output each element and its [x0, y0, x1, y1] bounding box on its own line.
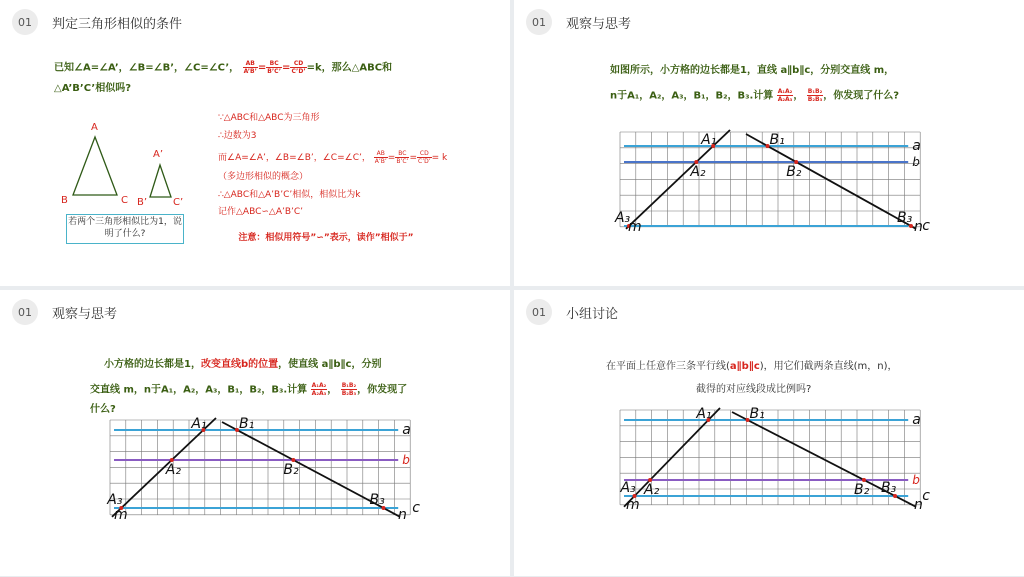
parallel-lines-figure	[100, 416, 420, 528]
panel-observe-think-1	[514, 0, 1024, 286]
label-A1: A₁	[701, 132, 717, 148]
label-C-prime: C’	[173, 197, 184, 208]
fraction-bc: $\frac{BC}{B’C’}$	[267, 60, 282, 75]
problem-text-end: ，你发现了什么?	[823, 90, 900, 102]
question-line-2: △A’B’C’相似吗?	[54, 83, 132, 94]
label-b: b	[912, 155, 920, 169]
panel-similar-triangle-conditions	[0, 0, 510, 286]
label-B3: B₃	[369, 492, 385, 508]
fraction-b: $\frac{\text{B₁B₂}}{\text{B₂B₃}}$	[807, 88, 823, 103]
problem-line-2: n于A₁，A₂，A₃，B₁，B₂，B₃.计算 $\frac{\text{A₁A₂}}{\text{A₂A₃}}$ ， $\frac{\text{B₁B₂}}{\text{B₂B₃}}$ ，你发现了什么?	[610, 88, 900, 103]
reason-line-4: （多边形相似的概念）	[218, 172, 309, 182]
triangle-a2b2c2	[150, 165, 171, 197]
label-A3: A₃	[107, 492, 123, 508]
panel-title: 观察与思考	[52, 306, 118, 322]
panel-title: 小组讨论	[566, 306, 619, 322]
reason-line-5: ∴△ABC和△A’B’C’相似，相似比为k	[218, 190, 361, 200]
reason-line-2: ∴边数为3	[218, 131, 257, 141]
label-A3: A₃	[620, 480, 636, 496]
fraction-a: $\frac{\text{A₁A₂}}{\text{A₂A₃}}$	[777, 88, 793, 103]
problem-text: 小方格的边长都是1，	[104, 359, 201, 370]
label-B-prime: B’	[137, 197, 148, 208]
label-c: c	[922, 218, 930, 234]
fraction-a: $\frac{\text{A₁A₂}}{\text{A₂A₃}}$	[311, 382, 327, 397]
discussion-text-end: )，用它们截两条直线(m，n)，	[759, 361, 898, 372]
panel-group-discussion	[514, 290, 1024, 576]
panel-header	[12, 299, 117, 325]
label-a: a	[402, 422, 411, 438]
section-number-badge: 01	[12, 299, 38, 325]
problem-line-2: 交直线 m，n于A₁，A₂，A₃，B₁，B₂，B₃.计算 $\frac{\text{A₁A₂}}{\text{A₂A₃}}$ ， $\frac{\text{B₁B₂}}{\text{B₂B₃}}$ ，你发现了	[90, 382, 408, 397]
label-A2: A₂	[690, 164, 706, 180]
problem-line-1: 如图所示，小方格的边长都是1，直线 a∥b∥c，分别交直线 m，	[610, 65, 895, 76]
problem-line-1	[104, 358, 381, 372]
label-m: m	[628, 218, 642, 235]
label-a: a	[912, 138, 921, 154]
label-B1: B₁	[239, 416, 255, 432]
panel-title: 观察与思考	[566, 16, 632, 32]
fraction-cd: $\frac{CD}{C’D’}$	[291, 60, 306, 75]
section-number-badge: 01	[526, 299, 552, 325]
label-A-prime: A’	[153, 149, 164, 160]
discussion-line-2: 截得的对应线段成比例吗?	[696, 384, 812, 395]
label-a: a	[912, 412, 921, 428]
fraction-ab: $\frac{AB}{A’B’}$	[243, 60, 257, 75]
label-A2: A₂	[644, 482, 660, 498]
panel-header	[12, 9, 182, 35]
reason-line-3: 而∠A=∠A’，∠B=∠B’，∠C=∠C’， $\frac{AB}{A’B’}$ = $\frac{BC}{B’C’}$ = $\frac{CD}{C’D’}$ = k	[218, 150, 448, 165]
triangle-abc	[73, 137, 117, 195]
panel-header	[526, 9, 631, 35]
line-n	[746, 134, 916, 229]
label-A1: A₁	[696, 406, 712, 422]
fraction-b: $\frac{\text{B₁B₂}}{\text{B₂B₃}}$	[341, 382, 357, 397]
label-A: A	[91, 122, 98, 133]
label-B1: B₁	[769, 132, 785, 148]
label-A3: A₃	[614, 210, 631, 226]
problem-text-cont: ，使直线 a∥b∥c，分别	[278, 359, 382, 370]
label-B3: B₃	[881, 480, 897, 496]
problem-line-3: 什么?	[90, 404, 116, 415]
label-n: n	[914, 496, 923, 513]
panel-title: 判定三角形相似的条件	[52, 16, 183, 32]
discussion-line-1	[606, 360, 898, 374]
reason-text: 而∠A=∠A’，∠B=∠B’，∠C=∠C’，	[218, 153, 371, 163]
grid-group	[110, 420, 410, 515]
section-number-badge: 01	[526, 9, 552, 35]
label-B3: B₃	[896, 210, 913, 226]
label-B2: B₂	[853, 482, 870, 498]
problem-highlight: 改变直线b的位置	[200, 359, 279, 370]
note-text: 注意：相似用符号”∽”表示，读作”相似于”	[238, 233, 414, 243]
label-B2: B₂	[283, 462, 299, 478]
problem-text: n于A₁，A₂，A₃，B₁，B₂，B₃.计算	[610, 90, 774, 102]
label-C: C	[121, 195, 128, 206]
reason-k: = k	[431, 153, 448, 163]
question-box: 若两个三角形相似比为1，说明了什么?	[66, 214, 184, 244]
triangles-figure	[55, 115, 190, 215]
label-n: n	[398, 506, 407, 523]
reason-line-6: 记作△ABC∽△A’B’C’	[218, 207, 304, 217]
label-c: c	[412, 500, 420, 516]
panel-observe-think-2	[0, 290, 510, 576]
label-m: m	[626, 496, 640, 513]
label-b: b	[402, 453, 410, 467]
problem-text-end: ，你发现了	[357, 384, 408, 396]
question-line-1: 已知∠A=∠A’，∠B=∠B’，∠C=∠C’， $\frac{AB}{A’B’}$ = $\frac{BC}{B’C’}$ = $\frac{CD}{C’D’}$ =k，那么△ABC和	[54, 60, 393, 75]
label-A1: A₁	[191, 416, 207, 432]
label-B1: B₁	[749, 406, 765, 422]
label-c: c	[922, 488, 930, 504]
reason-fraction-ab: $\frac{AB}{A’B’}$	[374, 150, 387, 165]
parallel-lines-figure	[604, 406, 930, 522]
label-b: b	[912, 473, 920, 487]
reason-fraction-bc: $\frac{BC}{B’C’}$	[396, 150, 409, 165]
discussion-text: 在平面上任意作三条平行线(	[606, 361, 730, 372]
label-n: n	[914, 218, 923, 235]
label-B2: B₂	[786, 164, 802, 180]
question-text: 已知∠A=∠A’，∠B=∠B’，∠C=∠C’，	[54, 62, 240, 74]
label-B: B	[61, 195, 68, 206]
parallel-highlight: a∥b∥c	[729, 361, 760, 372]
parallel-lines-figure	[604, 128, 930, 238]
section-number-badge: 01	[12, 9, 38, 35]
reason-fraction-cd: $\frac{CD}{C’D’}$	[418, 150, 431, 165]
question-text-end: =k，那么△ABC和	[306, 62, 393, 74]
problem-text: 交直线 m，n于A₁，A₂，A₃，B₁，B₂，B₃.计算	[90, 384, 308, 396]
label-A2: A₂	[165, 462, 181, 478]
grid-group	[620, 410, 920, 505]
reason-line-1: ∵△ABC和△ABC为三角形	[218, 113, 320, 123]
panel-header	[526, 299, 618, 325]
label-m: m	[114, 506, 128, 523]
